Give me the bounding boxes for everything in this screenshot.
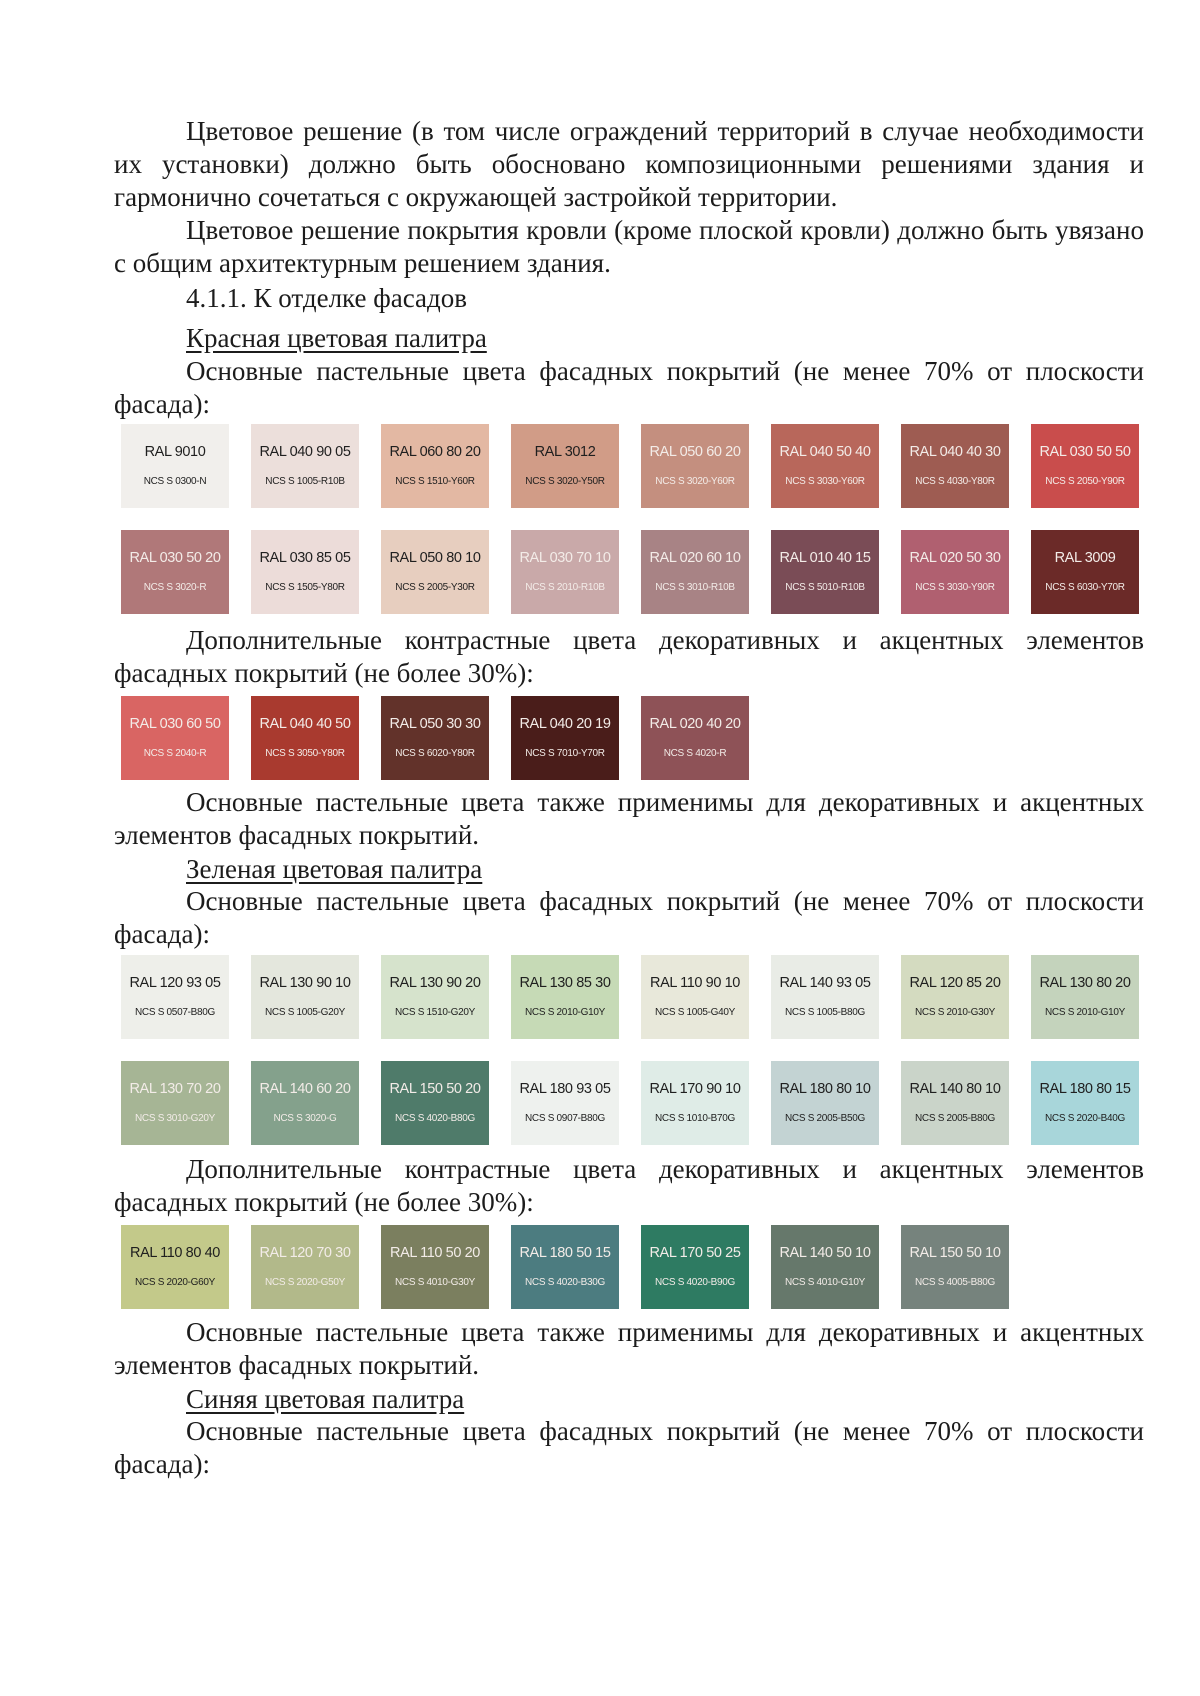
ncs-code: NCS S 4010-G30Y <box>395 1277 475 1288</box>
green-palette-title: Зеленая цветовая палитра <box>186 854 483 884</box>
ncs-code: NCS S 3020-R <box>143 582 207 593</box>
ncs-code: NCS S 2005-Y30R <box>395 582 475 593</box>
color-swatch <box>1031 424 1139 508</box>
ral-code: RAL 040 50 40 <box>779 444 871 460</box>
ncs-code: NCS S 4020-R <box>663 748 727 759</box>
color-swatch <box>511 424 619 508</box>
ncs-code: NCS S 6030-Y70R <box>1045 582 1125 593</box>
red-main-row-2 <box>0 530 1200 616</box>
color-swatch <box>641 1225 749 1309</box>
ral-code: RAL 180 50 15 <box>519 1245 611 1261</box>
ral-code: RAL 020 60 10 <box>649 550 741 566</box>
color-swatch <box>901 424 1009 508</box>
color-swatch <box>1031 1061 1139 1145</box>
ral-code: RAL 030 70 10 <box>519 550 611 566</box>
ral-code: RAL 110 80 40 <box>130 1245 220 1261</box>
ral-code: RAL 180 80 10 <box>779 1081 871 1097</box>
ral-code: RAL 010 40 15 <box>779 550 871 566</box>
color-swatch <box>771 1225 879 1309</box>
ral-code: RAL 020 40 20 <box>649 716 741 732</box>
ral-code: RAL 130 85 30 <box>519 975 611 991</box>
ral-code: RAL 120 85 20 <box>909 975 1001 991</box>
color-swatch <box>251 530 359 614</box>
ncs-code: NCS S 2010-G10Y <box>1045 1007 1125 1018</box>
ncs-code: NCS S 0907-B80G <box>525 1113 605 1124</box>
green-extra-intro: Дополнительные контрастные цвета декоративных и акцентных элементов фасадных покрытий (не более 30%): <box>114 1154 1144 1217</box>
ral-code: RAL 030 60 50 <box>129 716 221 732</box>
red-main-intro: Основные пастельные цвета фасадных покрытий (не менее 70% от плоскости фасада): <box>114 356 1144 419</box>
ncs-code: NCS S 2005-B80G <box>915 1113 995 1124</box>
ral-code: RAL 040 20 19 <box>519 716 611 732</box>
color-swatch <box>121 696 229 780</box>
ncs-code: NCS S 2040-R <box>143 748 207 759</box>
color-swatch <box>511 955 619 1039</box>
green-main-row-1 <box>0 955 1200 1041</box>
red-extra-row <box>0 696 1200 782</box>
ncs-code: NCS S 2005-B50G <box>785 1113 865 1124</box>
ral-code: RAL 9010 <box>144 444 206 460</box>
ncs-code: NCS S 3020-Y50R <box>525 476 605 487</box>
ncs-code: NCS S 2010-G10Y <box>525 1007 605 1018</box>
ncs-code: NCS S 1005-G20Y <box>265 1007 345 1018</box>
color-swatch <box>251 1061 359 1145</box>
ral-code: RAL 120 93 05 <box>129 975 221 991</box>
ncs-code: NCS S 2050-Y90R <box>1045 476 1125 487</box>
color-swatch <box>511 1225 619 1309</box>
color-swatch <box>511 696 619 780</box>
ral-code: RAL 130 90 20 <box>389 975 481 991</box>
ncs-code: NCS S 3050-Y80R <box>265 748 345 759</box>
ncs-code: NCS S 1510-Y60R <box>395 476 475 487</box>
color-swatch <box>641 1061 749 1145</box>
ncs-code: NCS S 4005-B80G <box>915 1277 995 1288</box>
ncs-code: NCS S 4020-B30G <box>525 1277 605 1288</box>
color-swatch <box>381 1225 489 1309</box>
color-swatch <box>771 530 879 614</box>
color-swatch <box>121 424 229 508</box>
ncs-code: NCS S 2010-R10B <box>525 582 605 593</box>
ncs-code: NCS S 2020-G50Y <box>265 1277 345 1288</box>
ncs-code: NCS S 3020-G <box>273 1113 337 1124</box>
red-main-row-1 <box>0 424 1200 510</box>
ncs-code: NCS S 6020-Y80R <box>395 748 475 759</box>
color-swatch <box>771 424 879 508</box>
ral-code: RAL 050 60 20 <box>649 444 741 460</box>
ral-code: RAL 110 90 10 <box>650 975 740 991</box>
ncs-code: NCS S 4020-B80G <box>395 1113 475 1124</box>
color-swatch <box>381 696 489 780</box>
color-swatch <box>771 955 879 1039</box>
ral-code: RAL 120 70 30 <box>259 1245 351 1261</box>
color-swatch <box>121 530 229 614</box>
ncs-code: NCS S 5010-R10B <box>785 582 865 593</box>
ncs-code: NCS S 1510-G20Y <box>395 1007 475 1018</box>
ral-code: RAL 170 90 10 <box>649 1081 741 1097</box>
blue-main-intro: Основные пастельные цвета фасадных покрытий (не менее 70% от плоскости фасада): <box>114 1416 1144 1479</box>
green-extra-row <box>0 1225 1200 1311</box>
ral-code: RAL 140 80 10 <box>909 1081 1001 1097</box>
red-note: Основные пастельные цвета также применимы для декоративных и акцентных элементов фасадных покрытий. <box>114 787 1144 850</box>
red-palette-title: Красная цветовая палитра <box>186 323 487 353</box>
ral-code: RAL 050 30 30 <box>389 716 481 732</box>
green-note: Основные пастельные цвета также применимы для декоративных и акцентных элементов фасадных покрытий. <box>114 1317 1144 1380</box>
ral-code: RAL 060 80 20 <box>389 444 481 460</box>
ral-code: RAL 030 50 50 <box>1039 444 1131 460</box>
ncs-code: NCS S 1005-B80G <box>785 1007 865 1018</box>
ncs-code: NCS S 7010-Y70R <box>525 748 605 759</box>
color-swatch <box>121 1061 229 1145</box>
ral-code: RAL 020 50 30 <box>909 550 1001 566</box>
ral-code: RAL 140 93 05 <box>779 975 871 991</box>
ral-code: RAL 150 50 20 <box>389 1081 481 1097</box>
ral-code: RAL 130 90 10 <box>259 975 351 991</box>
section-heading: 4.1.1. К отделке фасадов <box>186 283 467 313</box>
ral-code: RAL 030 50 20 <box>129 550 221 566</box>
ral-code: RAL 040 40 50 <box>259 716 351 732</box>
color-swatch <box>251 955 359 1039</box>
color-swatch <box>121 1225 229 1309</box>
color-swatch <box>901 530 1009 614</box>
ncs-code: NCS S 3030-Y90R <box>915 582 995 593</box>
ral-code: RAL 150 50 10 <box>909 1245 1001 1261</box>
ncs-code: NCS S 3010-G20Y <box>135 1113 215 1124</box>
color-swatch <box>511 1061 619 1145</box>
ncs-code: NCS S 4030-Y80R <box>915 476 995 487</box>
color-swatch <box>381 424 489 508</box>
ral-code: RAL 130 70 20 <box>129 1081 221 1097</box>
paragraph-roof-color: Цветовое решение покрытия кровли (кроме плоской кровли) должно быть увязано с общим архитектурным решением здания. <box>114 215 1144 278</box>
red-extra-intro: Дополнительные контрастные цвета декоративных и акцентных элементов фасадных покрытий (не более 30%): <box>114 625 1144 688</box>
ral-code: RAL 170 50 25 <box>649 1245 741 1261</box>
ral-code: RAL 3012 <box>534 444 596 460</box>
color-swatch <box>641 696 749 780</box>
green-main-row-2 <box>0 1061 1200 1147</box>
ncs-code: NCS S 4020-B90G <box>655 1277 735 1288</box>
ncs-code: NCS S 2020-G60Y <box>135 1277 215 1288</box>
ral-code: RAL 040 90 05 <box>259 444 351 460</box>
color-swatch <box>251 1225 359 1309</box>
ral-code: RAL 040 40 30 <box>909 444 1001 460</box>
ral-code: RAL 110 50 20 <box>390 1245 480 1261</box>
ncs-code: NCS S 1005-R10B <box>265 476 345 487</box>
color-swatch <box>901 955 1009 1039</box>
ral-code: RAL 180 93 05 <box>519 1081 611 1097</box>
color-swatch <box>901 1061 1009 1145</box>
ncs-code: NCS S 1005-G40Y <box>655 1007 735 1018</box>
green-main-intro: Основные пастельные цвета фасадных покрытий (не менее 70% от плоскости фасада): <box>114 886 1144 949</box>
color-swatch <box>251 424 359 508</box>
color-swatch <box>641 530 749 614</box>
color-swatch <box>381 530 489 614</box>
color-swatch <box>381 1061 489 1145</box>
ral-code: RAL 050 80 10 <box>389 550 481 566</box>
color-swatch <box>771 1061 879 1145</box>
ncs-code: NCS S 3030-Y60R <box>785 476 865 487</box>
ral-code: RAL 140 60 20 <box>259 1081 351 1097</box>
ral-code: RAL 180 80 15 <box>1039 1081 1131 1097</box>
ncs-code: NCS S 3010-R10B <box>655 582 735 593</box>
ncs-code: NCS S 2010-G30Y <box>915 1007 995 1018</box>
ncs-code: NCS S 0507-B80G <box>135 1007 215 1018</box>
ral-code: RAL 3009 <box>1054 550 1116 566</box>
ncs-code: NCS S 0300-N <box>143 476 207 487</box>
color-swatch <box>121 955 229 1039</box>
ral-code: RAL 140 50 10 <box>779 1245 871 1261</box>
color-swatch <box>381 955 489 1039</box>
color-swatch <box>1031 955 1139 1039</box>
ncs-code: NCS S 4010-G10Y <box>785 1277 865 1288</box>
color-swatch <box>1031 530 1139 614</box>
color-swatch <box>901 1225 1009 1309</box>
ral-code: RAL 130 80 20 <box>1039 975 1131 991</box>
ral-code: RAL 030 85 05 <box>259 550 351 566</box>
paragraph-color-solution: Цветовое решение (в том числе ограждений территорий в случае необходимости их установки) должно быть обосновано композиционными решениями здания и гармонично сочетаться с окружающей застройкой территории. <box>114 116 1144 212</box>
color-swatch <box>641 955 749 1039</box>
color-swatch <box>251 696 359 780</box>
color-swatch <box>511 530 619 614</box>
blue-palette-title: Синяя цветовая палитра <box>186 1384 465 1414</box>
color-swatch <box>641 424 749 508</box>
ncs-code: NCS S 1505-Y80R <box>265 582 345 593</box>
ncs-code: NCS S 1010-B70G <box>655 1113 735 1124</box>
ncs-code: NCS S 3020-Y60R <box>655 476 735 487</box>
ncs-code: NCS S 2020-B40G <box>1045 1113 1125 1124</box>
